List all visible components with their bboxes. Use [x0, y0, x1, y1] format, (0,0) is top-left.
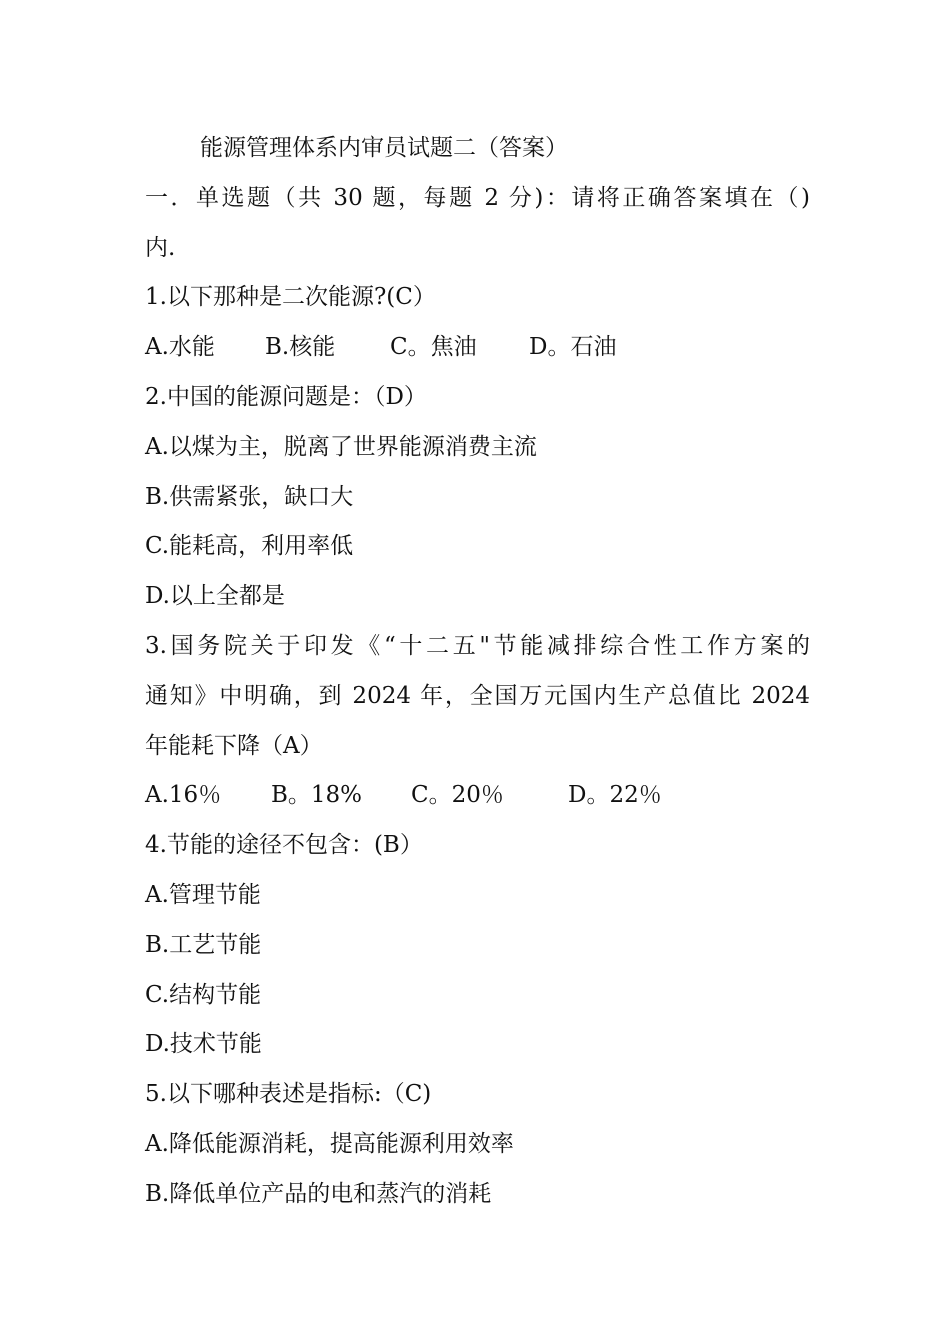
question-1-option-c: C。焦油 [390, 334, 477, 361]
question-1-stem: 1.以下那种是二次能源?(C） [145, 284, 436, 311]
question-1-option-b: B.核能 [265, 334, 336, 361]
question-4-stem: 4.节能的途径不包含：(B） [145, 832, 423, 859]
document-title: 能源管理体系内审员试题二（答案） [200, 135, 568, 161]
question-1-options [145, 323, 810, 373]
question-2-option-c: C.能耗高，利用率低 [145, 533, 354, 560]
question-4-option-a: A.管理节能 [145, 881, 261, 908]
section-heading-line-2: 内. [145, 234, 176, 261]
question-3-option-a: A.16％ [145, 782, 222, 809]
question-3-stem-line-3: 年能耗下降（A） [145, 732, 323, 759]
question-1-option-a: A.水能 [145, 334, 215, 361]
question-5-option-a: A.降低能源消耗，提高能源利用效率 [145, 1130, 514, 1157]
document-body [145, 124, 810, 1220]
question-4-option-b: B.工艺节能 [145, 931, 262, 958]
question-2-option-d: D.以上全都是 [145, 583, 285, 610]
question-2-stem: 2.中国的能源问题是：（D） [145, 383, 427, 410]
question-3-stem-line-2: 通知》中明确，到 2024 年，全国万元国内生产总值比 2024 [145, 682, 810, 709]
question-4-option-d: D.技术节能 [145, 1031, 262, 1058]
question-1-option-d: D。石油 [529, 334, 617, 361]
question-2-option-a: A.以煤为主，脱离了世界能源消费主流 [145, 433, 537, 460]
question-3-option-d: D。22％ [568, 782, 662, 809]
question-3-stem-line-1: 3.国务院关于印发《“十二五"节能减排综合性工作方案的 [145, 632, 810, 659]
question-2-option-b: B.供需紧张，缺口大 [145, 483, 354, 510]
question-4-option-c: C.结构节能 [145, 981, 262, 1008]
question-5-stem: 5.以下哪种表述是指标:（C) [145, 1081, 432, 1108]
question-3-options [145, 771, 810, 821]
question-3-option-b: B。18% [271, 782, 363, 809]
question-5-option-b: B.降低单位产品的电和蒸汽的消耗 [145, 1180, 492, 1207]
question-3-option-c: C。20％ [411, 782, 504, 809]
section-heading-line-1: 一．单选题（共 30 题，每题 2 分)：请将正确答案填在（) [145, 184, 810, 211]
